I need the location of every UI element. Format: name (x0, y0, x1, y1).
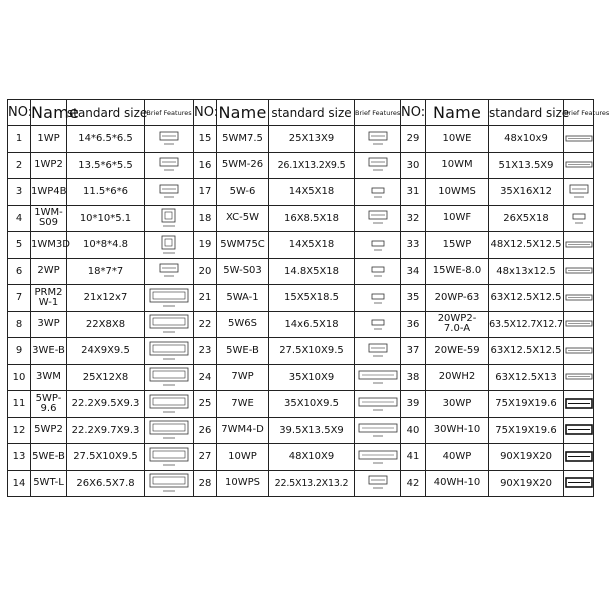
item-name: 1WP2 (31, 152, 67, 179)
item-number: 17 (194, 179, 217, 206)
long-bar-icon (564, 344, 593, 358)
item-number: 3 (8, 179, 31, 206)
item-size: 35X10X9 (269, 364, 355, 391)
large-tray-icon (145, 393, 193, 415)
header-row (8, 100, 594, 126)
item-number: 19 (194, 232, 217, 259)
long-bar-icon (564, 291, 593, 305)
item-name: 5W-6 (217, 179, 269, 206)
item-size: 27.5X10X9.5 (269, 338, 355, 365)
item-size: 22.2X9.5X9.3 (67, 391, 145, 418)
item-name: 5WT-L (31, 470, 67, 497)
header-no: NO: (194, 100, 217, 126)
header-size: standard size (67, 100, 145, 126)
item-features (145, 152, 194, 179)
item-name: 10WE (426, 126, 489, 153)
item-name: 1WP (31, 126, 67, 153)
item-number: 20 (194, 258, 217, 285)
table-row (8, 232, 594, 259)
small-tray-icon (355, 209, 400, 227)
table-row (8, 311, 594, 338)
item-features (145, 126, 194, 153)
item-features (564, 258, 594, 285)
item-features (564, 285, 594, 312)
item-name: 10WF (426, 205, 489, 232)
table-row (8, 391, 594, 418)
wide-tray-icon (355, 448, 400, 466)
item-features (145, 179, 194, 206)
item-name: 15WP (426, 232, 489, 259)
item-number: 28 (194, 470, 217, 497)
item-features (564, 364, 594, 391)
item-name: 20WH2 (426, 364, 489, 391)
item-features (145, 391, 194, 418)
header-features: Brief Features (355, 100, 401, 126)
item-number: 15 (194, 126, 217, 153)
item-name: 5W-S03 (217, 258, 269, 285)
small-tray-icon (355, 474, 400, 492)
item-features (564, 205, 594, 232)
table-row (8, 285, 594, 312)
table-row (8, 417, 594, 444)
header-no: NO: (401, 100, 426, 126)
long-bar-icon (564, 317, 593, 331)
item-number: 36 (401, 311, 426, 338)
item-number: 27 (194, 444, 217, 471)
item-name: 7WE (217, 391, 269, 418)
heavy-bar-icon (564, 475, 593, 491)
item-features (145, 470, 194, 497)
item-size: 16X8.5X18 (269, 205, 355, 232)
item-name: 5WE-B (31, 444, 67, 471)
item-number: 37 (401, 338, 426, 365)
item-name: 7WM4-D (217, 417, 269, 444)
item-name: 1WM3D (31, 232, 67, 259)
item-name: 3WP (31, 311, 67, 338)
item-name: 10WP (217, 444, 269, 471)
item-name: 30WH-10 (426, 417, 489, 444)
item-number: 24 (194, 364, 217, 391)
flat-piece-icon (355, 316, 400, 332)
flat-piece-icon (564, 210, 593, 226)
item-size: 39.5X13.5X9 (269, 417, 355, 444)
wide-tray-icon (355, 421, 400, 439)
wide-tray-icon (355, 395, 400, 413)
table-row (8, 258, 594, 285)
item-features (145, 444, 194, 471)
item-size: 14X5X18 (269, 179, 355, 206)
item-size: 90X19X20 (489, 444, 564, 471)
table-row (8, 444, 594, 471)
flat-piece-icon (355, 263, 400, 279)
square-box-icon (145, 207, 193, 229)
item-number: 1 (8, 126, 31, 153)
item-name: 20WE-59 (426, 338, 489, 365)
header-size: standard size (269, 100, 355, 126)
item-size: 48X12.5X12.5 (489, 232, 564, 259)
large-tray-icon (145, 287, 193, 309)
table-row (8, 152, 594, 179)
spec-table (7, 99, 609, 497)
item-features (355, 470, 401, 497)
item-number: 14 (8, 470, 31, 497)
item-features (145, 417, 194, 444)
item-features (145, 311, 194, 338)
header-features: Brief Features (564, 100, 594, 126)
item-size: 18*7*7 (67, 258, 145, 285)
item-features (355, 311, 401, 338)
header-features: Brief Features (145, 100, 194, 126)
item-number: 9 (8, 338, 31, 365)
item-size: 22X8X8 (67, 311, 145, 338)
item-name: 10WPS (217, 470, 269, 497)
header-name: Name (217, 100, 269, 126)
item-size: 25X12X8 (67, 364, 145, 391)
item-features (564, 444, 594, 471)
item-name: 5WM7.5 (217, 126, 269, 153)
item-size: 35X16X12 (489, 179, 564, 206)
large-tray-icon (145, 340, 193, 362)
item-number: 41 (401, 444, 426, 471)
item-number: 32 (401, 205, 426, 232)
item-number: 18 (194, 205, 217, 232)
large-tray-icon (145, 419, 193, 441)
item-name: 2WP (31, 258, 67, 285)
item-features (355, 152, 401, 179)
flat-piece-icon (355, 290, 400, 306)
small-tray-icon (145, 262, 193, 280)
item-features (355, 258, 401, 285)
flat-piece-icon (355, 237, 400, 253)
table-body (8, 126, 594, 497)
item-name: 3WM (31, 364, 67, 391)
item-size: 14*6.5*6.5 (67, 126, 145, 153)
item-name: 1WM- S09 (31, 205, 67, 232)
item-size: 25X13X9 (269, 126, 355, 153)
item-number: 7 (8, 285, 31, 312)
item-size: 75X19X19.6 (489, 417, 564, 444)
item-number: 6 (8, 258, 31, 285)
item-features (145, 205, 194, 232)
item-features (355, 417, 401, 444)
item-number: 22 (194, 311, 217, 338)
item-features (564, 232, 594, 259)
item-features (355, 444, 401, 471)
long-bar-icon (564, 158, 593, 172)
item-number: 11 (8, 391, 31, 418)
item-number: 33 (401, 232, 426, 259)
item-size: 24X9X9.5 (67, 338, 145, 365)
flat-piece-icon (355, 184, 400, 200)
item-size: 10*10*5.1 (67, 205, 145, 232)
item-size: 75X19X19.6 (489, 391, 564, 418)
item-number: 40 (401, 417, 426, 444)
item-number: 23 (194, 338, 217, 365)
item-size: 35X10X9.5 (269, 391, 355, 418)
item-features (564, 152, 594, 179)
item-size: 63.5X12.7X12.7 (489, 311, 564, 338)
item-name: 20WP2- 7.0-A (426, 311, 489, 338)
item-name: 7WP (217, 364, 269, 391)
item-features (564, 470, 594, 497)
item-size: 21x12x7 (67, 285, 145, 312)
item-name: 5WP2 (31, 417, 67, 444)
item-number: 2 (8, 152, 31, 179)
item-number: 26 (194, 417, 217, 444)
small-tray-icon (355, 342, 400, 360)
item-size: 26.1X13.2X9.5 (269, 152, 355, 179)
item-features (355, 179, 401, 206)
heavy-bar-icon (564, 396, 593, 412)
item-name: 5WP- 9.6 (31, 391, 67, 418)
long-bar-icon (564, 264, 593, 278)
item-size: 13.5*6*5.5 (67, 152, 145, 179)
item-features (564, 391, 594, 418)
wide-tray-icon (355, 368, 400, 386)
item-number: 25 (194, 391, 217, 418)
item-name: 5W6S (217, 311, 269, 338)
item-features (355, 285, 401, 312)
item-features (355, 205, 401, 232)
item-size: 14X5X18 (269, 232, 355, 259)
item-name: 40WH-10 (426, 470, 489, 497)
item-size: 26X6.5X7.8 (67, 470, 145, 497)
heavy-bar-icon (564, 449, 593, 465)
item-name: 5WA-1 (217, 285, 269, 312)
table-row (8, 364, 594, 391)
item-size: 15X5X18.5 (269, 285, 355, 312)
heavy-bar-icon (564, 422, 593, 438)
item-features (145, 232, 194, 259)
large-tray-icon (145, 313, 193, 335)
item-features (145, 258, 194, 285)
item-features (355, 338, 401, 365)
item-number: 35 (401, 285, 426, 312)
table-row (8, 338, 594, 365)
item-size: 90X19X20 (489, 470, 564, 497)
item-number: 30 (401, 152, 426, 179)
header-name: Name (426, 100, 489, 126)
item-number: 4 (8, 205, 31, 232)
item-features (145, 285, 194, 312)
item-size: 63X12.5X12.5 (489, 338, 564, 365)
item-features (145, 364, 194, 391)
item-number: 10 (8, 364, 31, 391)
item-features (145, 338, 194, 365)
item-size: 63X12.5X13 (489, 364, 564, 391)
header-name: Name (31, 100, 67, 126)
small-tray-icon (145, 183, 193, 201)
item-name: 40WP (426, 444, 489, 471)
item-name: 10WM (426, 152, 489, 179)
item-size: 22.5X13.2X13.2 (269, 470, 355, 497)
small-tray-icon (145, 130, 193, 148)
item-size: 22.2X9.7X9.3 (67, 417, 145, 444)
small-tray-icon (564, 183, 593, 201)
item-size: 14x6.5X18 (269, 311, 355, 338)
item-features (564, 338, 594, 365)
table-row (8, 179, 594, 206)
item-number: 39 (401, 391, 426, 418)
item-size: 27.5X10X9.5 (67, 444, 145, 471)
item-number: 42 (401, 470, 426, 497)
header-no: NO: (8, 100, 31, 126)
item-number: 38 (401, 364, 426, 391)
item-features (564, 126, 594, 153)
item-size: 48x13x12.5 (489, 258, 564, 285)
item-number: 21 (194, 285, 217, 312)
item-features (355, 391, 401, 418)
item-name: 5WM75C (217, 232, 269, 259)
item-number: 8 (8, 311, 31, 338)
item-features (355, 126, 401, 153)
long-bar-icon (564, 238, 593, 252)
item-size: 14.8X5X18 (269, 258, 355, 285)
item-size: 48X10X9 (269, 444, 355, 471)
item-size: 51X13.5X9 (489, 152, 564, 179)
header-size: standard size (489, 100, 564, 126)
long-bar-icon (564, 132, 593, 146)
item-name: PRM2 W-1 (31, 285, 67, 312)
item-name: 5WM-26 (217, 152, 269, 179)
item-name: 3WE-B (31, 338, 67, 365)
large-tray-icon (145, 472, 193, 494)
large-tray-icon (145, 366, 193, 388)
item-features (355, 364, 401, 391)
item-size: 26X5X18 (489, 205, 564, 232)
item-size: 10*8*4.8 (67, 232, 145, 259)
item-features (355, 232, 401, 259)
item-name: 10WMS (426, 179, 489, 206)
item-name: 20WP-63 (426, 285, 489, 312)
item-number: 5 (8, 232, 31, 259)
long-bar-icon (564, 370, 593, 384)
item-name: 30WP (426, 391, 489, 418)
large-tray-icon (145, 446, 193, 468)
item-name: 5WE-B (217, 338, 269, 365)
item-number: 12 (8, 417, 31, 444)
item-name: 1WP4B (31, 179, 67, 206)
item-features (564, 417, 594, 444)
item-size: 11.5*6*6 (67, 179, 145, 206)
item-number: 29 (401, 126, 426, 153)
item-size: 48x10x9 (489, 126, 564, 153)
item-name: XC-5W (217, 205, 269, 232)
table-row (8, 205, 594, 232)
item-number: 13 (8, 444, 31, 471)
item-name: 15WE-8.0 (426, 258, 489, 285)
table-row (8, 470, 594, 497)
table-row (8, 126, 594, 153)
item-size: 63X12.5X12.5 (489, 285, 564, 312)
small-tray-icon (355, 156, 400, 174)
item-number: 31 (401, 179, 426, 206)
item-features (564, 179, 594, 206)
small-tray-icon (145, 156, 193, 174)
item-features (564, 311, 594, 338)
item-number: 16 (194, 152, 217, 179)
item-number: 34 (401, 258, 426, 285)
small-tray-icon (355, 130, 400, 148)
square-box-icon (145, 234, 193, 256)
